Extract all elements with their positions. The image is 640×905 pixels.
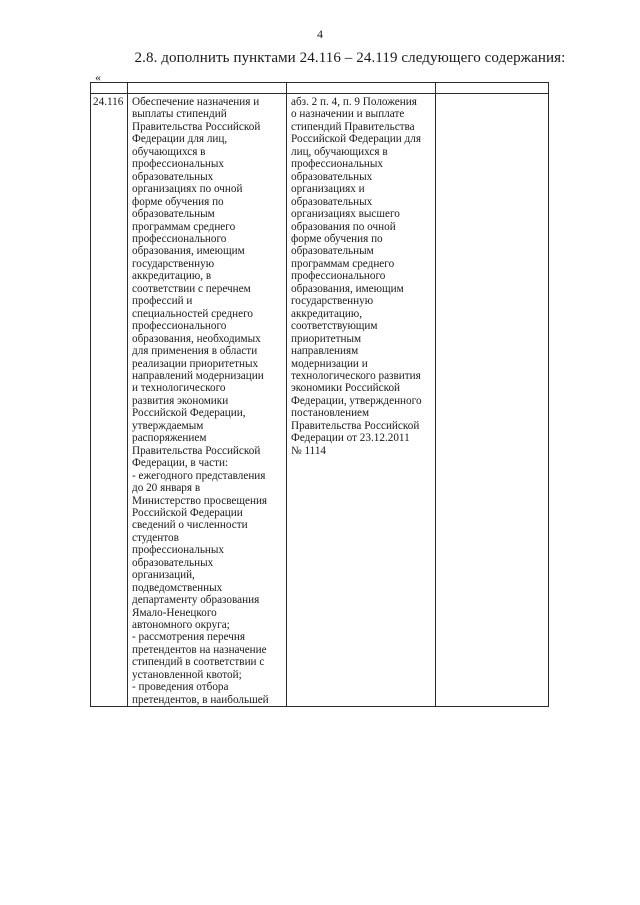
legal-basis-text	[291, 96, 432, 457]
description-line: образовательных	[132, 170, 214, 183]
item-number-cell: 24.116	[91, 94, 128, 707]
description-line: специальностей среднего	[132, 307, 254, 320]
description-line: и технологического	[132, 382, 226, 395]
description-line: Российской Федерации,	[132, 407, 246, 420]
description-line: установленной квотой;	[132, 668, 242, 681]
separator-cell	[128, 83, 287, 94]
table-row	[91, 94, 549, 707]
basis-line: образовательных	[291, 170, 373, 183]
description-line: Федерации, в части:	[132, 457, 229, 470]
basis-line: форме обучения по	[291, 232, 383, 245]
description-line: профессионального	[132, 232, 227, 245]
description-line: реализации приоритетных	[132, 357, 259, 370]
page-number: 4	[317, 27, 323, 41]
basis-line: технологического развития	[291, 369, 421, 382]
description-line: стипендий в соответствии с	[132, 656, 265, 669]
description-line: соответствии с перечнем	[132, 282, 251, 295]
basis-line: приоритетным	[291, 332, 362, 345]
description-line: образования, имеющим	[132, 245, 245, 258]
description-line: Обеспечение назначения и	[132, 96, 260, 108]
description-line: профессиональных	[132, 158, 225, 171]
basis-line: о назначении и выплате	[291, 108, 405, 121]
basis-line: экономики Российской	[291, 382, 401, 395]
description-line: Правительства Российской	[132, 120, 261, 133]
basis-line: организациях высшего	[291, 208, 400, 221]
basis-line: абз. 2 п. 4, п. 9 Положения	[291, 96, 417, 108]
section-heading: 2.8. дополнить пунктами 24.116 – 24.119 следующего содержания:	[134, 50, 566, 66]
basis-line: стипендий Правительства	[291, 120, 415, 133]
description-line: распоряжением	[132, 432, 207, 445]
description-line: претендентов, в наибольшей	[132, 693, 269, 706]
description-line: профессионального	[132, 320, 227, 333]
description-line: Федерации для лиц,	[132, 133, 228, 146]
basis-line: Федерации, утвержденного	[291, 394, 422, 407]
basis-line: государственную	[291, 295, 374, 308]
description-line: студентов	[132, 531, 179, 544]
description-line: государственную	[132, 257, 215, 270]
table-header-separator-row	[91, 83, 549, 94]
description-line: образования, необходимых	[132, 332, 261, 345]
description-line: - ежегодного представления	[132, 469, 266, 482]
separator-cell	[287, 83, 436, 94]
description-line: для применения в области	[132, 345, 258, 358]
basis-line: направлениям	[291, 345, 359, 358]
description-line: образовательным	[132, 208, 215, 221]
separator-cell	[91, 83, 128, 94]
basis-line: аккредитацию,	[291, 307, 363, 320]
description-line: образовательных	[132, 556, 214, 569]
description-line: обучающихся в	[132, 145, 206, 158]
empty-cell	[436, 94, 549, 707]
description-line: Правительства Российской	[132, 444, 261, 457]
basis-line: организациях и	[291, 183, 365, 196]
separator-cell	[436, 83, 549, 94]
description-line: автономного округа;	[132, 619, 230, 632]
amendments-table	[90, 82, 549, 707]
description-line: подведомственных	[132, 581, 223, 594]
description-line: аккредитацию, в	[132, 270, 212, 283]
description-line: Ямало-Ненецкого	[132, 606, 217, 619]
basis-line: образования, имеющим	[291, 282, 404, 295]
basis-line: лиц, обучающихся в	[291, 145, 388, 158]
item-description-text	[132, 96, 283, 706]
description-line: утверждаемым	[132, 419, 204, 432]
basis-line: программам среднего	[291, 257, 395, 270]
basis-line: Российской Федерации для	[291, 133, 421, 146]
description-line: - проведения отбора	[132, 681, 229, 694]
description-line: профессиональных	[132, 544, 225, 557]
basis-line: Правительства Российской	[291, 419, 420, 432]
description-line: Российской Федерации	[132, 506, 243, 519]
description-line: профессий и	[132, 295, 193, 308]
basis-line: образовательных	[291, 195, 373, 208]
description-line: претендентов на назначение	[132, 643, 267, 656]
basis-line: профессиональных	[291, 158, 384, 171]
description-line: форме обучения по	[132, 195, 224, 208]
description-line: - рассмотрения перечня	[132, 631, 246, 644]
description-line: до 20 января в	[132, 482, 201, 495]
basis-line: соответствующим	[291, 320, 378, 333]
basis-line: модернизации и	[291, 357, 368, 370]
legal-basis-cell	[287, 94, 436, 707]
basis-line: постановлением	[291, 407, 370, 420]
basis-line: образования по очной	[291, 220, 396, 233]
description-line: сведений о численности	[132, 519, 248, 532]
basis-line: Федерации от 23.12.2011	[291, 432, 410, 445]
basis-line: № 1114	[291, 444, 327, 457]
basis-line: профессионального	[291, 270, 386, 283]
item-description-cell	[128, 94, 287, 707]
description-line: выплаты стипендий	[132, 108, 227, 121]
description-line: департаменту образования	[132, 594, 260, 607]
description-line: организациях по очной	[132, 183, 243, 196]
description-line: развития экономики	[132, 394, 229, 407]
description-line: программам среднего	[132, 220, 236, 233]
description-line: организаций,	[132, 569, 195, 582]
description-line: направлений модернизации	[132, 369, 264, 382]
description-line: Министерство просвещения	[132, 494, 268, 507]
basis-line: образовательным	[291, 245, 374, 258]
opening-quote-mark: «	[95, 70, 101, 84]
